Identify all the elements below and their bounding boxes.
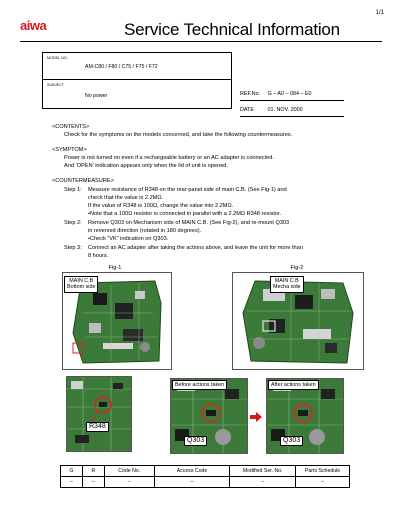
fig1-callout-line2: Bottom side bbox=[67, 284, 96, 291]
contents-text: Check for the symptoms on the models concerned, and take the following countermeasures. bbox=[64, 132, 293, 138]
header-code-no: Code No. bbox=[104, 466, 154, 477]
symptom-line-2: And ‘OPEN’ indication appears only when the lid of unit is opened. bbox=[64, 163, 228, 169]
date-label: DATE bbox=[240, 107, 254, 113]
r348-callout: R348 bbox=[86, 422, 109, 432]
step3-line-1: Connect an AC adapter after taking the actions above, and leave the unit for more than bbox=[88, 245, 303, 251]
step1-line-2: check that the value is 2.2MΩ. bbox=[88, 195, 164, 201]
ref-label: REF.No. bbox=[240, 91, 261, 97]
issue-date bbox=[240, 107, 303, 113]
step3-label: Step 3: bbox=[64, 245, 82, 251]
fig1-callout bbox=[64, 276, 98, 293]
symptom-heading: <SYMPTOM> bbox=[52, 147, 87, 153]
step3-line-2: 8 hours. bbox=[88, 253, 109, 259]
table-header-row bbox=[61, 466, 350, 477]
cell-parts-schedule: – bbox=[296, 477, 350, 488]
ref-value: G – A0 – 084 – E0 bbox=[267, 91, 312, 97]
model-value: AM-C80 / F80 / C75 / F75 / F72 bbox=[85, 64, 158, 70]
before-q303-label: Q303 bbox=[184, 436, 207, 446]
symptom-line-1: Power is not turned on even if a rechargeable battery or an AC adapter is connected. bbox=[64, 155, 274, 161]
header-rule bbox=[20, 41, 382, 42]
fig2-callout bbox=[270, 276, 304, 293]
step2-line-1: Remove Q303 on Mechanism side of MAIN C.B. (See Fig-2), and re-mount Q303 bbox=[88, 220, 290, 226]
subject-value: No power bbox=[85, 93, 108, 99]
header-g: G bbox=[61, 466, 83, 477]
step1-line-1: Measure resistance of R348 on the rear-panel side of main C.B. (See Fig-1) and bbox=[88, 187, 287, 193]
header-access-code: Access Code bbox=[154, 466, 230, 477]
cell-g: – bbox=[61, 477, 83, 488]
step2-line-2: in reversed direction (rotated in 180 degrees). bbox=[88, 228, 202, 234]
cell-code-no: – bbox=[104, 477, 154, 488]
fig1-callout-line1: MAIN C.B bbox=[69, 278, 94, 284]
before-label: Before actions taken bbox=[172, 380, 227, 390]
model-label: MODEL NO. bbox=[47, 56, 68, 60]
box-divider bbox=[43, 79, 231, 80]
header-parts-schedule: Parts Schedule bbox=[296, 466, 350, 477]
table-row bbox=[61, 477, 350, 488]
reference-number bbox=[240, 91, 312, 97]
document-title: Service Technical Information bbox=[124, 20, 340, 39]
step1-line-3: If the value of R348 is 100Ω, change the value into 2.2MΩ. bbox=[88, 203, 234, 209]
aiwa-logo bbox=[20, 19, 60, 32]
fig2-callout-line2: Mecha side bbox=[273, 284, 301, 291]
step2-line-3: •Check “VK” indication on Q303. bbox=[88, 236, 169, 242]
page-number: 1/1 bbox=[375, 10, 384, 16]
fig1-detail-photo bbox=[66, 376, 132, 452]
fig1-caption: Fig-1 bbox=[108, 265, 122, 271]
cell-modified-ser-no: – bbox=[230, 477, 296, 488]
after-label: After actions taken bbox=[268, 380, 319, 390]
cell-access-code: – bbox=[154, 477, 230, 488]
fig2-callout-line1: MAIN C.B bbox=[274, 278, 299, 284]
arrow-right-icon bbox=[250, 410, 262, 422]
countermeasure-heading: <COUNTERMEASURE> bbox=[52, 178, 114, 184]
cell-r: – bbox=[82, 477, 104, 488]
date-underline bbox=[240, 116, 344, 117]
parts-schedule-table bbox=[60, 465, 350, 488]
contents-heading: <CONTENTS> bbox=[52, 124, 90, 130]
step1-line-4: •Note that a 100Ω resistor is connected in parallel with a 2.2MΩ R348 resistor. bbox=[88, 211, 282, 217]
subject-label: SUBJECT bbox=[47, 83, 65, 87]
after-q303-label: Q303 bbox=[280, 436, 303, 446]
date-value: 01. NOV. 2000 bbox=[267, 107, 303, 113]
header-r: R bbox=[82, 466, 104, 477]
model-subject-box bbox=[42, 52, 232, 109]
ref-underline bbox=[240, 100, 344, 101]
step2-label: Step 2: bbox=[64, 220, 82, 226]
step1-label: Step 1: bbox=[64, 187, 82, 193]
svg-text:aiwa: aiwa bbox=[20, 19, 47, 32]
fig2-caption: Fig-2 bbox=[290, 265, 304, 271]
header-modified-ser-no: Modified Ser. No. bbox=[230, 466, 296, 477]
